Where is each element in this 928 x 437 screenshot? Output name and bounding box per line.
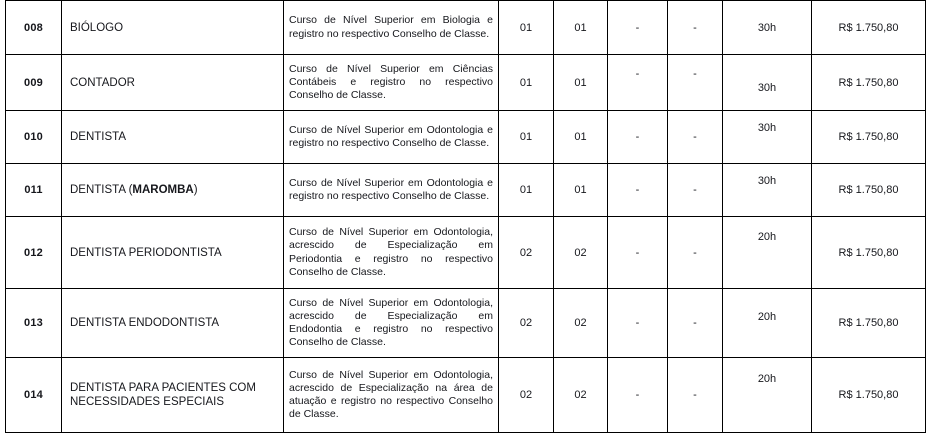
requisitos-value: Curso de Nível Superior em Odontologia, acrescido de Especialização em Endodontia e registro no respectivo Conselho de Classe. — [289, 296, 493, 349]
cell-codigo — [6, 55, 62, 111]
cell-requisitos — [284, 358, 499, 433]
cell-cargo — [62, 358, 284, 433]
cargo-value — [62, 381, 283, 409]
carga-horaria-value: 30h — [757, 21, 777, 34]
cell-requisitos — [284, 111, 499, 164]
negros-value: - — [693, 246, 697, 259]
cell-negros — [668, 217, 723, 289]
cargo-value — [62, 183, 283, 197]
salario-value: R$ 1.750,80 — [838, 131, 899, 143]
cargo-text: DENTISTA — [70, 131, 127, 143]
cargo-value — [62, 246, 283, 260]
cell-cadastro-reserva — [554, 217, 608, 289]
negros-value: - — [693, 184, 697, 196]
carga-horaria-value: 20h — [757, 230, 777, 243]
carga-horaria-value: 20h — [757, 373, 777, 385]
cell-pcd — [608, 111, 668, 164]
cell-cargo — [62, 111, 284, 164]
cell-codigo — [6, 358, 62, 433]
salario-value: R$ 1.750,80 — [838, 317, 899, 329]
table-row — [6, 55, 926, 111]
cargo-text: BIÓLOGO — [70, 21, 124, 34]
cell-negros — [668, 358, 723, 433]
cadastro-reserva-value: 02 — [574, 246, 587, 259]
table-row — [6, 358, 926, 433]
cargo-value — [62, 316, 283, 330]
pcd-value: - — [635, 21, 640, 34]
requisitos-value: Curso de Nível Superior em Odontologia e registro no respectivo Conselho de Classe. — [289, 123, 493, 149]
cargo-text: CONTADOR — [70, 76, 135, 89]
cell-vagas — [499, 289, 554, 358]
pcd-value: - — [635, 389, 640, 401]
cell-codigo — [6, 1, 62, 55]
cell-requisitos — [284, 217, 499, 289]
cell-codigo — [6, 164, 62, 217]
salario-value: R$ 1.750,80 — [838, 246, 899, 259]
cell-negros — [668, 164, 723, 217]
codigo-value: 008 — [24, 21, 43, 34]
cell-salario — [812, 164, 926, 217]
cadastro-reserva-value: 02 — [574, 389, 587, 401]
negros-value: - — [693, 131, 697, 143]
pcd-value: - — [635, 246, 640, 259]
cell-vagas — [499, 358, 554, 433]
cargo-text-tail: ) — [193, 184, 198, 196]
cell-vagas — [499, 217, 554, 289]
cargo-value — [62, 21, 283, 35]
cadastro-reserva-value: 01 — [574, 131, 587, 143]
cell-carga-horaria — [723, 358, 812, 433]
cell-cargo — [62, 289, 284, 358]
requisitos-value: Curso de Nível Superior em Ciências Contábeis e registro no respectivo Conselho de Classe. — [289, 62, 493, 102]
table-row — [6, 164, 926, 217]
cell-carga-horaria — [723, 111, 812, 164]
codigo-value: 011 — [24, 184, 43, 196]
codigo-value: 013 — [24, 317, 43, 329]
cell-requisitos — [284, 289, 499, 358]
cell-cargo — [62, 164, 284, 217]
cell-carga-horaria — [723, 1, 812, 55]
requisitos-value: Curso de Nível Superior em Biologia e registro no respectivo Conselho de Classe. — [289, 14, 493, 40]
cell-vagas — [499, 55, 554, 111]
cell-requisitos — [284, 55, 499, 111]
table-row — [6, 289, 926, 358]
vagas-value: 02 — [519, 246, 533, 259]
table-row — [6, 217, 926, 289]
cell-pcd — [608, 358, 668, 433]
vagas-value: 02 — [519, 317, 533, 329]
table-row — [6, 1, 926, 55]
vagas-value: 01 — [519, 21, 533, 34]
cell-negros — [668, 1, 723, 55]
cell-cadastro-reserva — [554, 55, 608, 111]
cell-cargo — [62, 55, 284, 111]
negros-value: - — [693, 21, 697, 34]
cell-cadastro-reserva — [554, 1, 608, 55]
cargo-text: DENTISTA PARA PACIENTES COM NECESSIDADES ESPECIAIS — [70, 382, 256, 408]
cell-codigo — [6, 289, 62, 358]
cell-vagas — [499, 111, 554, 164]
cell-codigo — [6, 111, 62, 164]
negros-value: - — [693, 317, 697, 329]
cadastro-reserva-value: 02 — [574, 317, 587, 329]
codigo-value: 014 — [24, 389, 43, 401]
cadastro-reserva-value: 01 — [574, 76, 587, 89]
negros-value: - — [693, 67, 697, 80]
cell-carga-horaria — [723, 164, 812, 217]
cell-pcd — [608, 289, 668, 358]
vagas-value: 02 — [519, 389, 533, 401]
requisitos-value: Curso de Nível Superior em Odontologia, acrescido de Especialização na área de atuação e registro no respectivo Conselho de Classe. — [289, 368, 493, 421]
carga-horaria-value: 30h — [757, 122, 777, 134]
cell-cadastro-reserva — [554, 358, 608, 433]
cell-negros — [668, 55, 723, 111]
cadastro-reserva-value: 01 — [574, 21, 587, 34]
cadastro-reserva-value: 01 — [574, 184, 587, 196]
cell-cadastro-reserva — [554, 111, 608, 164]
vagas-value: 01 — [519, 184, 533, 196]
cell-salario — [812, 217, 926, 289]
cell-salario — [812, 1, 926, 55]
cell-pcd — [608, 217, 668, 289]
cell-negros — [668, 289, 723, 358]
codigo-value: 010 — [24, 131, 43, 143]
cell-vagas — [499, 1, 554, 55]
cell-salario — [812, 358, 926, 433]
cell-requisitos — [284, 164, 499, 217]
cargo-text: DENTISTA ( — [70, 184, 133, 196]
cell-salario — [812, 55, 926, 111]
cargo-text: DENTISTA PERIODONTISTA — [70, 246, 222, 259]
cell-salario — [812, 289, 926, 358]
cargo-value — [62, 76, 283, 90]
carga-horaria-value: 30h — [757, 175, 777, 187]
cell-carga-horaria — [723, 289, 812, 358]
cell-vagas — [499, 164, 554, 217]
table-row — [6, 111, 926, 164]
salario-value: R$ 1.750,80 — [838, 184, 899, 196]
pcd-value: - — [635, 317, 640, 329]
negros-value: - — [693, 389, 697, 401]
cell-codigo — [6, 217, 62, 289]
cargo-text-emphasis: MAROMBA — [132, 184, 194, 196]
cell-negros — [668, 111, 723, 164]
cell-carga-horaria — [723, 55, 812, 111]
cell-requisitos — [284, 1, 499, 55]
salario-value: R$ 1.750,80 — [838, 21, 899, 34]
cargo-text: DENTISTA ENDODONTISTA — [70, 317, 220, 329]
pcd-value: - — [635, 184, 640, 196]
salario-value: R$ 1.750,80 — [838, 389, 899, 401]
positions-table-body — [6, 1, 926, 433]
cell-pcd — [608, 164, 668, 217]
vagas-value: 01 — [519, 76, 533, 89]
cell-salario — [812, 111, 926, 164]
positions-table — [5, 0, 926, 433]
cell-cargo — [62, 1, 284, 55]
carga-horaria-value: 20h — [757, 311, 777, 323]
carga-horaria-value: 30h — [757, 81, 777, 94]
pcd-value: - — [635, 131, 640, 143]
cargo-value — [62, 130, 283, 144]
cell-cargo — [62, 217, 284, 289]
vagas-value: 01 — [519, 131, 533, 143]
codigo-value: 012 — [24, 246, 43, 259]
requisitos-value: Curso de Nível Superior em Odontologia, acrescido de Especialização em Periodontia e registro no respectivo Conselho de Classe. — [289, 226, 493, 278]
salario-value: R$ 1.750,80 — [838, 76, 899, 89]
cell-pcd — [608, 55, 668, 111]
cell-cadastro-reserva — [554, 164, 608, 217]
cell-cadastro-reserva — [554, 289, 608, 358]
pcd-value: - — [635, 67, 640, 80]
requisitos-value: Curso de Nível Superior em Odontologia e registro no respectivo Conselho de Classe. — [289, 176, 493, 202]
cell-carga-horaria — [723, 217, 812, 289]
codigo-value: 009 — [24, 76, 43, 89]
cell-pcd — [608, 1, 668, 55]
